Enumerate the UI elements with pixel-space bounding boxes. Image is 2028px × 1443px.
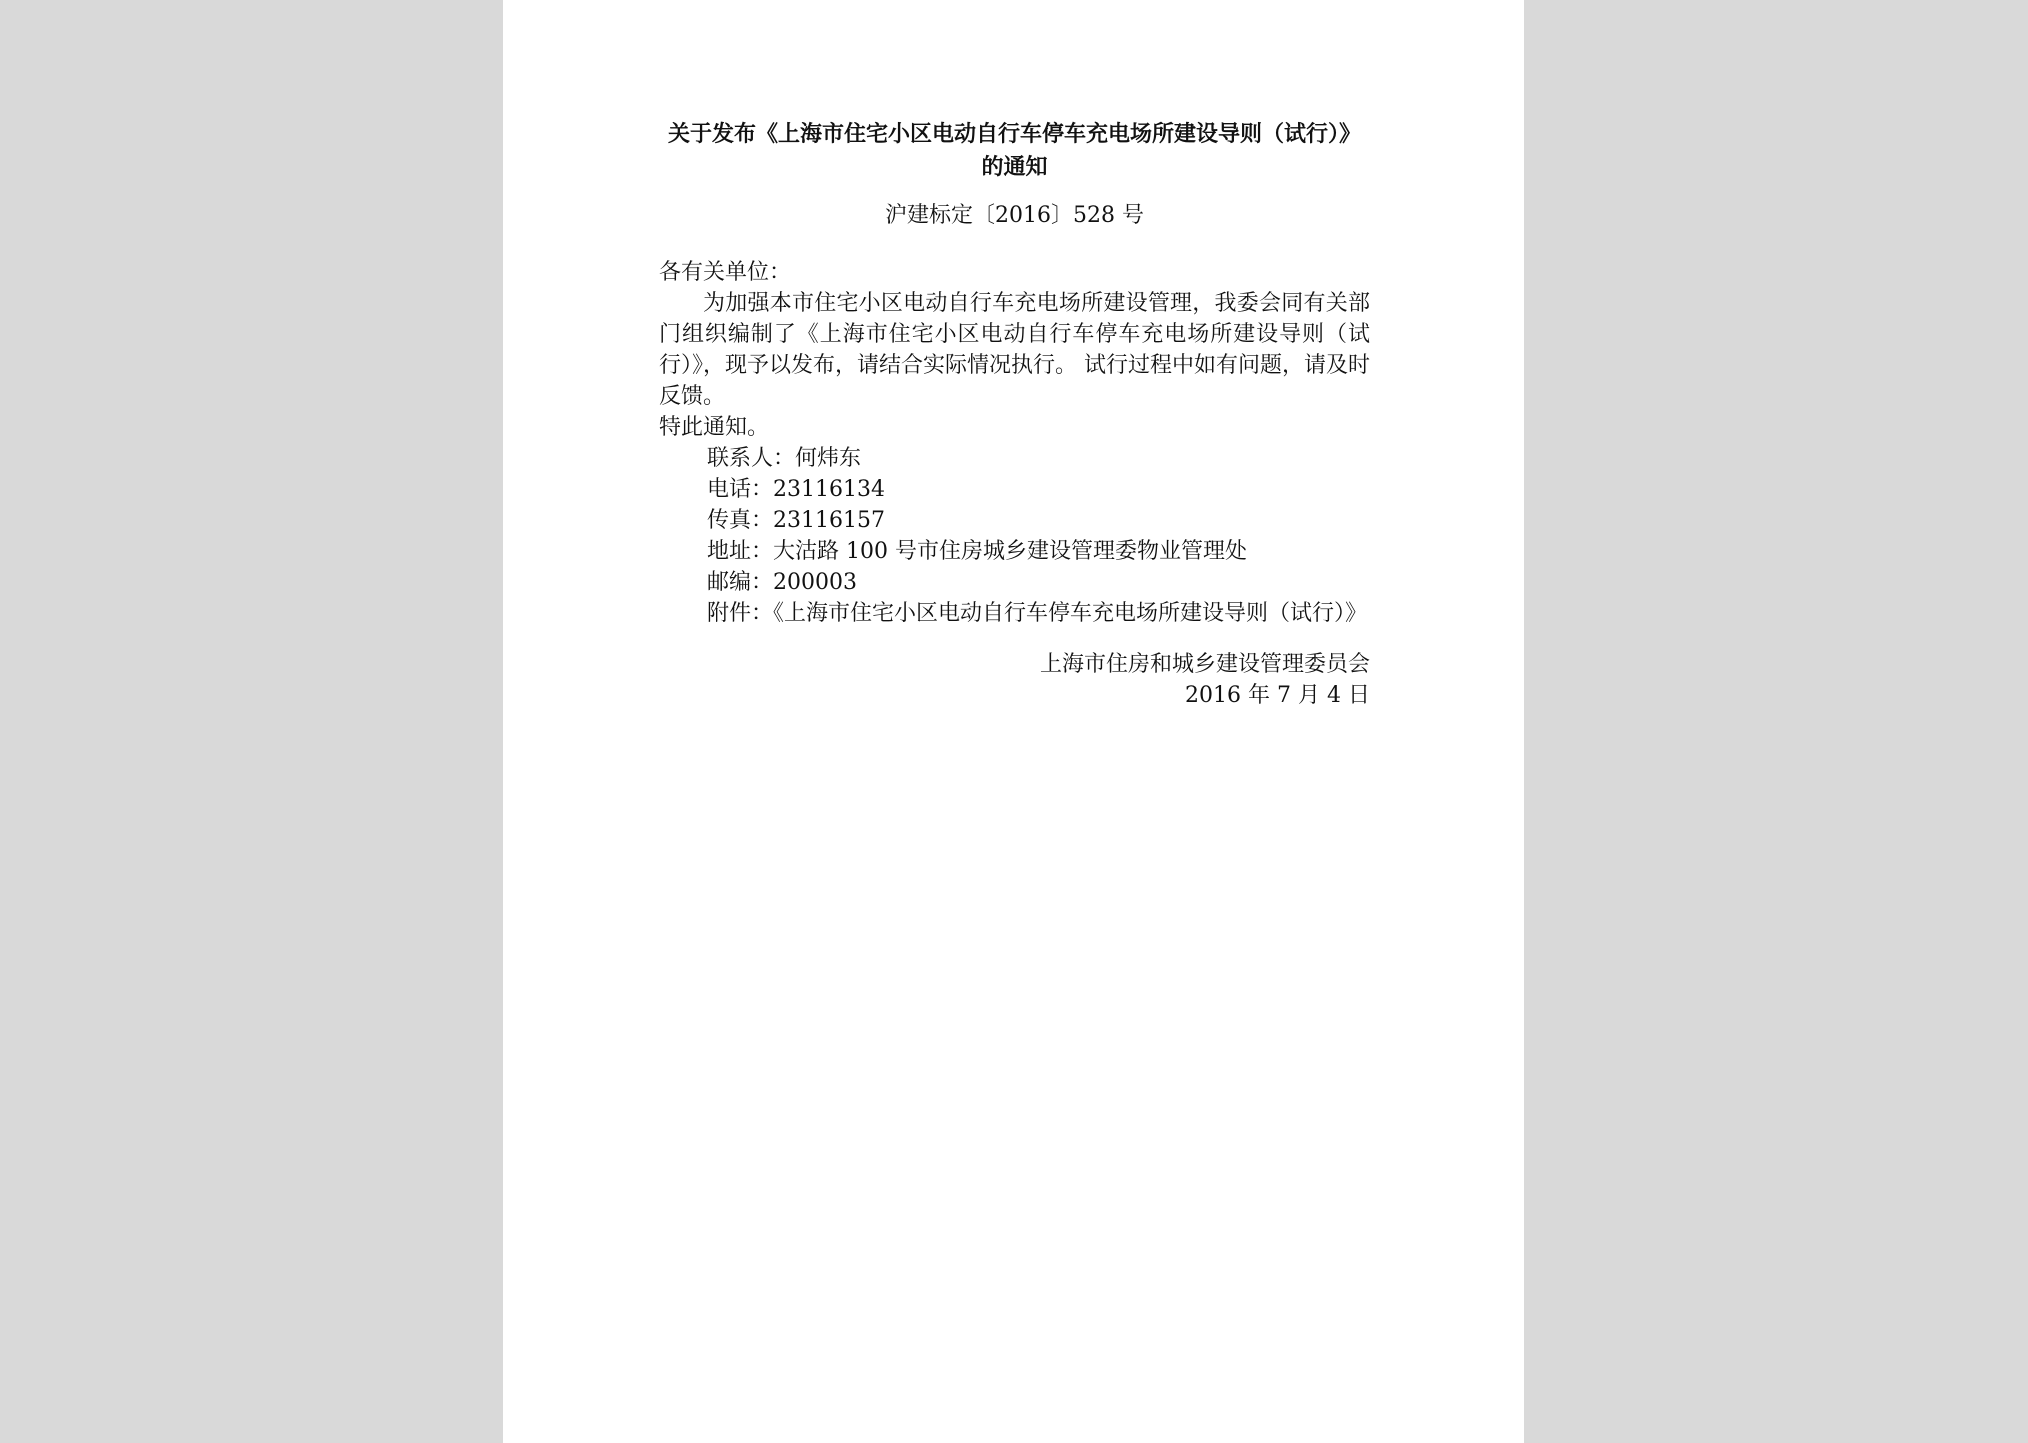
attachment-line: 附件：《上海市住宅小区电动自行车停车充电场所建设导则（试行）》: [707, 601, 1368, 626]
contact-fax: 传真：23116157: [707, 508, 885, 533]
contact-address: 地址：大沽路 100 号市住房城乡建设管理委物业管理处: [707, 539, 1247, 564]
signature-block: [659, 649, 1370, 711]
contact-phone: 电话：23116134: [707, 477, 885, 502]
document-content: [659, 118, 1370, 711]
issue-date: 2016 年 7 月 4 日: [1185, 683, 1370, 708]
document-title: 关于发布《上海市住宅小区电动自行车停车充电场所建设导则（试行）》的通知: [667, 121, 1361, 180]
contact-person: 联系人：何炜东: [707, 446, 862, 471]
body-paragraph: 为加强本市住宅小区电动自行车充电场所建设管理，我委会同有关部门组织编制了《上海市住宅小区电动自行车停车充电场所建设导则（试行）》，现予以发布，请结合实际情况执行。 试行过程中如有问题，请及时反馈。: [659, 291, 1370, 409]
closing-notice: 特此通知。: [659, 415, 770, 440]
issuer-name: 上海市住房和城乡建设管理委员会: [1039, 652, 1370, 677]
document-number: 沪建标定〔2016〕528 号: [885, 203, 1144, 228]
document-page: [503, 0, 1524, 1443]
contact-postcode: 邮编：200003: [707, 570, 857, 595]
salutation: 各有关单位：: [659, 260, 792, 285]
